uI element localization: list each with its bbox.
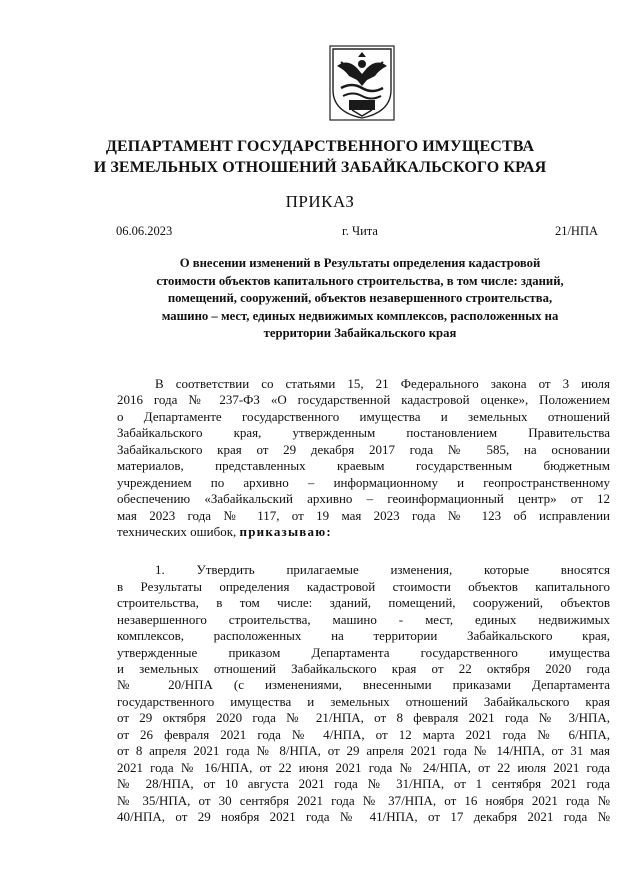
paragraph-1-last-line: [117, 524, 610, 540]
department-name-line-1: ДЕПАРТАМЕНТ ГОСУДАРСТВЕННОГО ИМУЩЕСТВА: [105, 138, 535, 155]
order-number: 21/НПА: [554, 224, 598, 238]
subject-line: территории Забайкальского края: [263, 326, 457, 341]
paragraph-2-line: № 20/НПА (с изменениями, внесенными приказами Департамента: [117, 677, 610, 693]
paragraph-2-line: от 8 апреля 2021 года № 8/НПА, от 29 апреля 2021 года № 14/НПА, от 31 мая: [117, 743, 610, 759]
paragraph-2-line: № 35/НПА, от 30 сентября 2021 года № 37/НПА, от 16 ноября 2021 года №: [117, 792, 610, 808]
paragraph-1-line: Забайкальского края от 29 декабря 2017 года № 585, на основании: [117, 441, 610, 457]
order-directive: приказываю:: [239, 523, 332, 539]
order-city: г. Чита: [342, 224, 378, 238]
paragraph-2-line: комплексов, расположенных на территории Забайкальского края,: [117, 628, 610, 644]
paragraph-2-line: № 28/НПА, от 10 августа 2021 года № 31/НПА, от 1 сентября 2021 года: [117, 776, 610, 792]
paragraph-2-line: от 29 октября 2020 года № 21/НПА, от 8 февраля 2021 года № 3/НПА,: [117, 710, 610, 726]
subject-line: стоимости объектов капитального строительства, в том числе: зданий,: [156, 273, 564, 288]
order-date: 06.06.2023: [116, 224, 173, 238]
paragraph-1-line: материалов, представленных краевым государственным бюджетным: [117, 458, 610, 474]
subject-line: О внесении изменений в Результаты определения кадастровой: [179, 256, 541, 270]
subject-line: помещений, сооружений, объектов незавершенного строительства,: [167, 291, 553, 306]
coat-of-arms-emblem: [327, 44, 397, 122]
subject-line: машино – мест, единых недвижимых комплексов, расположенных на: [161, 308, 559, 323]
paragraph-2-line: 1. Утвердить прилагаемые изменения, которые вносятся: [155, 562, 610, 578]
paragraph-1-line: мая 2023 года № 117, от 19 мая 2023 года № 123 об исправлении: [117, 507, 610, 523]
paragraph-1-end-text: технических ошибок,: [117, 523, 237, 539]
order-body: [117, 376, 610, 825]
paragraph-2-line: государственного имущества и земельных отношений Забайкальского края: [117, 693, 610, 709]
paragraph-2-line: и земельных отношений Забайкальского края от 22 октября 2020 года: [117, 661, 610, 676]
paragraph-1-line: В соответствии со статьями 15, 21 Федерального закона от 3 июля: [155, 376, 610, 391]
paragraph-2-line: утвержденные приказом Департамента государственного имущества: [117, 644, 610, 660]
paragraph-1-line: 2016 года № 237-ФЗ «О государственной кадастровой оценке», Положением: [117, 392, 610, 408]
paragraph-2-line: 2021 года № 16/НПА, от 22 июня 2021 года № 24/НПА, от 22 июля 2021 года: [117, 759, 610, 775]
paragraph-1-line: обеспечению «Забайкальский архивно – геоинформационный центр» от 12: [117, 491, 610, 507]
department-name-line-2: И ЗЕМЕЛЬНЫХ ОТНОШЕНИЙ ЗАБАЙКАЛЬСКОГО КРАЯ: [93, 159, 547, 176]
paragraph-1-line: о Департаменте государственного имущества и земельных отношений: [117, 408, 610, 424]
paragraph-2-line: от 26 февраля 2021 года № 4/НПА, от 12 марта 2021 года № 6/НПА,: [117, 726, 610, 742]
paragraph-1-line: учреждением по архивно – информационному и геопространственному: [117, 474, 610, 490]
paragraph-2-line: строительства, в том числе: зданий, помещений, сооружений, объектов: [117, 595, 610, 611]
document-type-title: ПРИКАЗ: [285, 192, 355, 211]
order-subject: [112, 255, 608, 343]
paragraph-2-line: в Результаты определения кадастровой стоимости объектов капитального: [117, 578, 610, 594]
paragraph-1-line: Забайкальского края, утвержденным постановлением Правительства: [117, 425, 610, 441]
paragraph-2-line: незавершенного строительства, машино - мест, единых недвижимых: [117, 611, 610, 627]
paragraph-2-line: 40/НПА, от 29 ноября 2021 года № 41/НПА, от 17 декабря 2021 года №: [117, 808, 610, 824]
